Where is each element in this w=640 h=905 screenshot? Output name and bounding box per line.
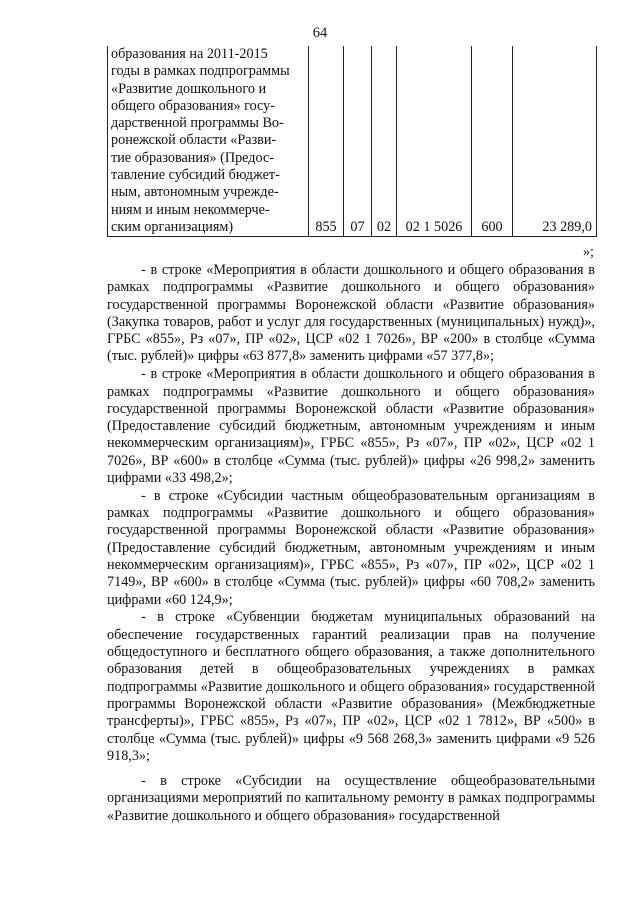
csr-cell: 02 1 5026 <box>397 46 472 237</box>
row-description-cell <box>108 46 309 237</box>
pr-cell: 02 <box>372 46 397 237</box>
row-description: образования на 2011-2015 годы в рамках подпрограммы «Развитие дошкольного и общего образования» госу- дарственной программы Во- ронежской области «Разви- тие образования» (Предос- тавление субсидий бюджет- ным, автономным учрежде- ниям и иным некоммерче- ским организациям) <box>111 46 290 235</box>
table-row <box>108 46 597 237</box>
rz-cell: 07 <box>344 46 372 237</box>
amendments-text <box>107 262 595 825</box>
table-closing-quote: »; <box>582 244 594 260</box>
amendment-paragraph: - в строке «Субвенции бюджетам муниципальных образований на обеспечение государственных гарантий реализации прав на получение общедоступного и бесплатного общего образования, а также дополнительного образования детей в общеобразовательных учреждениях в рамках подпрограммы «Развитие дошкольного и общего образования» государственной программы Воронежской области «Развитие образования» (Межбюджетные трансферты)», ГРБС «855», Рз «07», ПР «02», ЦСР «02 1 7812», ВР «500» в столбце «Сумма (тыс. рублей)» цифры «9 568 268,3» заменить цифрами «9 526 918,3»; <box>107 609 595 764</box>
vr-cell: 600 <box>472 46 513 237</box>
grbs-cell: 855 <box>309 46 344 237</box>
page-number: 64 <box>312 25 328 41</box>
budget-table <box>107 46 597 237</box>
amendment-paragraph: - в строке «Мероприятия в области дошкольного и общего образования в рамках подпрограммы «Развитие дошкольного и общего образования» государственной программы Воронежской области «Развитие образования» (Предоставление субсидий бюджетным, автономным учреждениям и иным некоммерческим организациям)», ГРБС «855», Рз «07», ПР «02», ЦСР «02 1 7026», ВР «600» в столбце «Сумма (тыс. рублей)» цифры «26 998,2» заменить цифрами «33 498,2»; <box>107 366 595 487</box>
amendment-paragraph: - в строке «Субсидии частным общеобразовательным организациям в рамках подпрограммы «Развитие дошкольного и общего образования» государственной программы Воронежской области «Развитие образования» (Предоставление субсидий бюджетным, автономным учреждениям и иным некоммерческим организациям)», ГРБС «855», Рз «07», ПР «02», ЦСР «02 1 7149», ВР «600» в столбце «Сумма (тыс. рублей)» цифры «60 708,2» заменить цифрами «60 124,9»; <box>107 487 595 608</box>
amendment-paragraph: - в строке «Субсидии на осуществление общеобразовательными организациями мероприятий по капитальному ремонту в рамках подпрограммы «Развитие дошкольного и общего образования» государственной <box>107 773 595 824</box>
sum-cell: 23 289,0 <box>513 46 597 237</box>
amendment-paragraph: - в строке «Мероприятия в области дошкольного и общего образования в рамках подпрограммы «Развитие дошкольного и общего образования» государственной программы Воронежской области «Развитие образования» (Закупка товаров, работ и услуг для государственных (муниципальных) нужд)», ГРБС «855», Рз «07», ПР «02», ЦСР «02 1 7026», ВР «200» в столбце «Сумма (тыс. рублей)» цифры «63 877,8» заменить цифрами «57 377,8»; <box>107 262 595 365</box>
